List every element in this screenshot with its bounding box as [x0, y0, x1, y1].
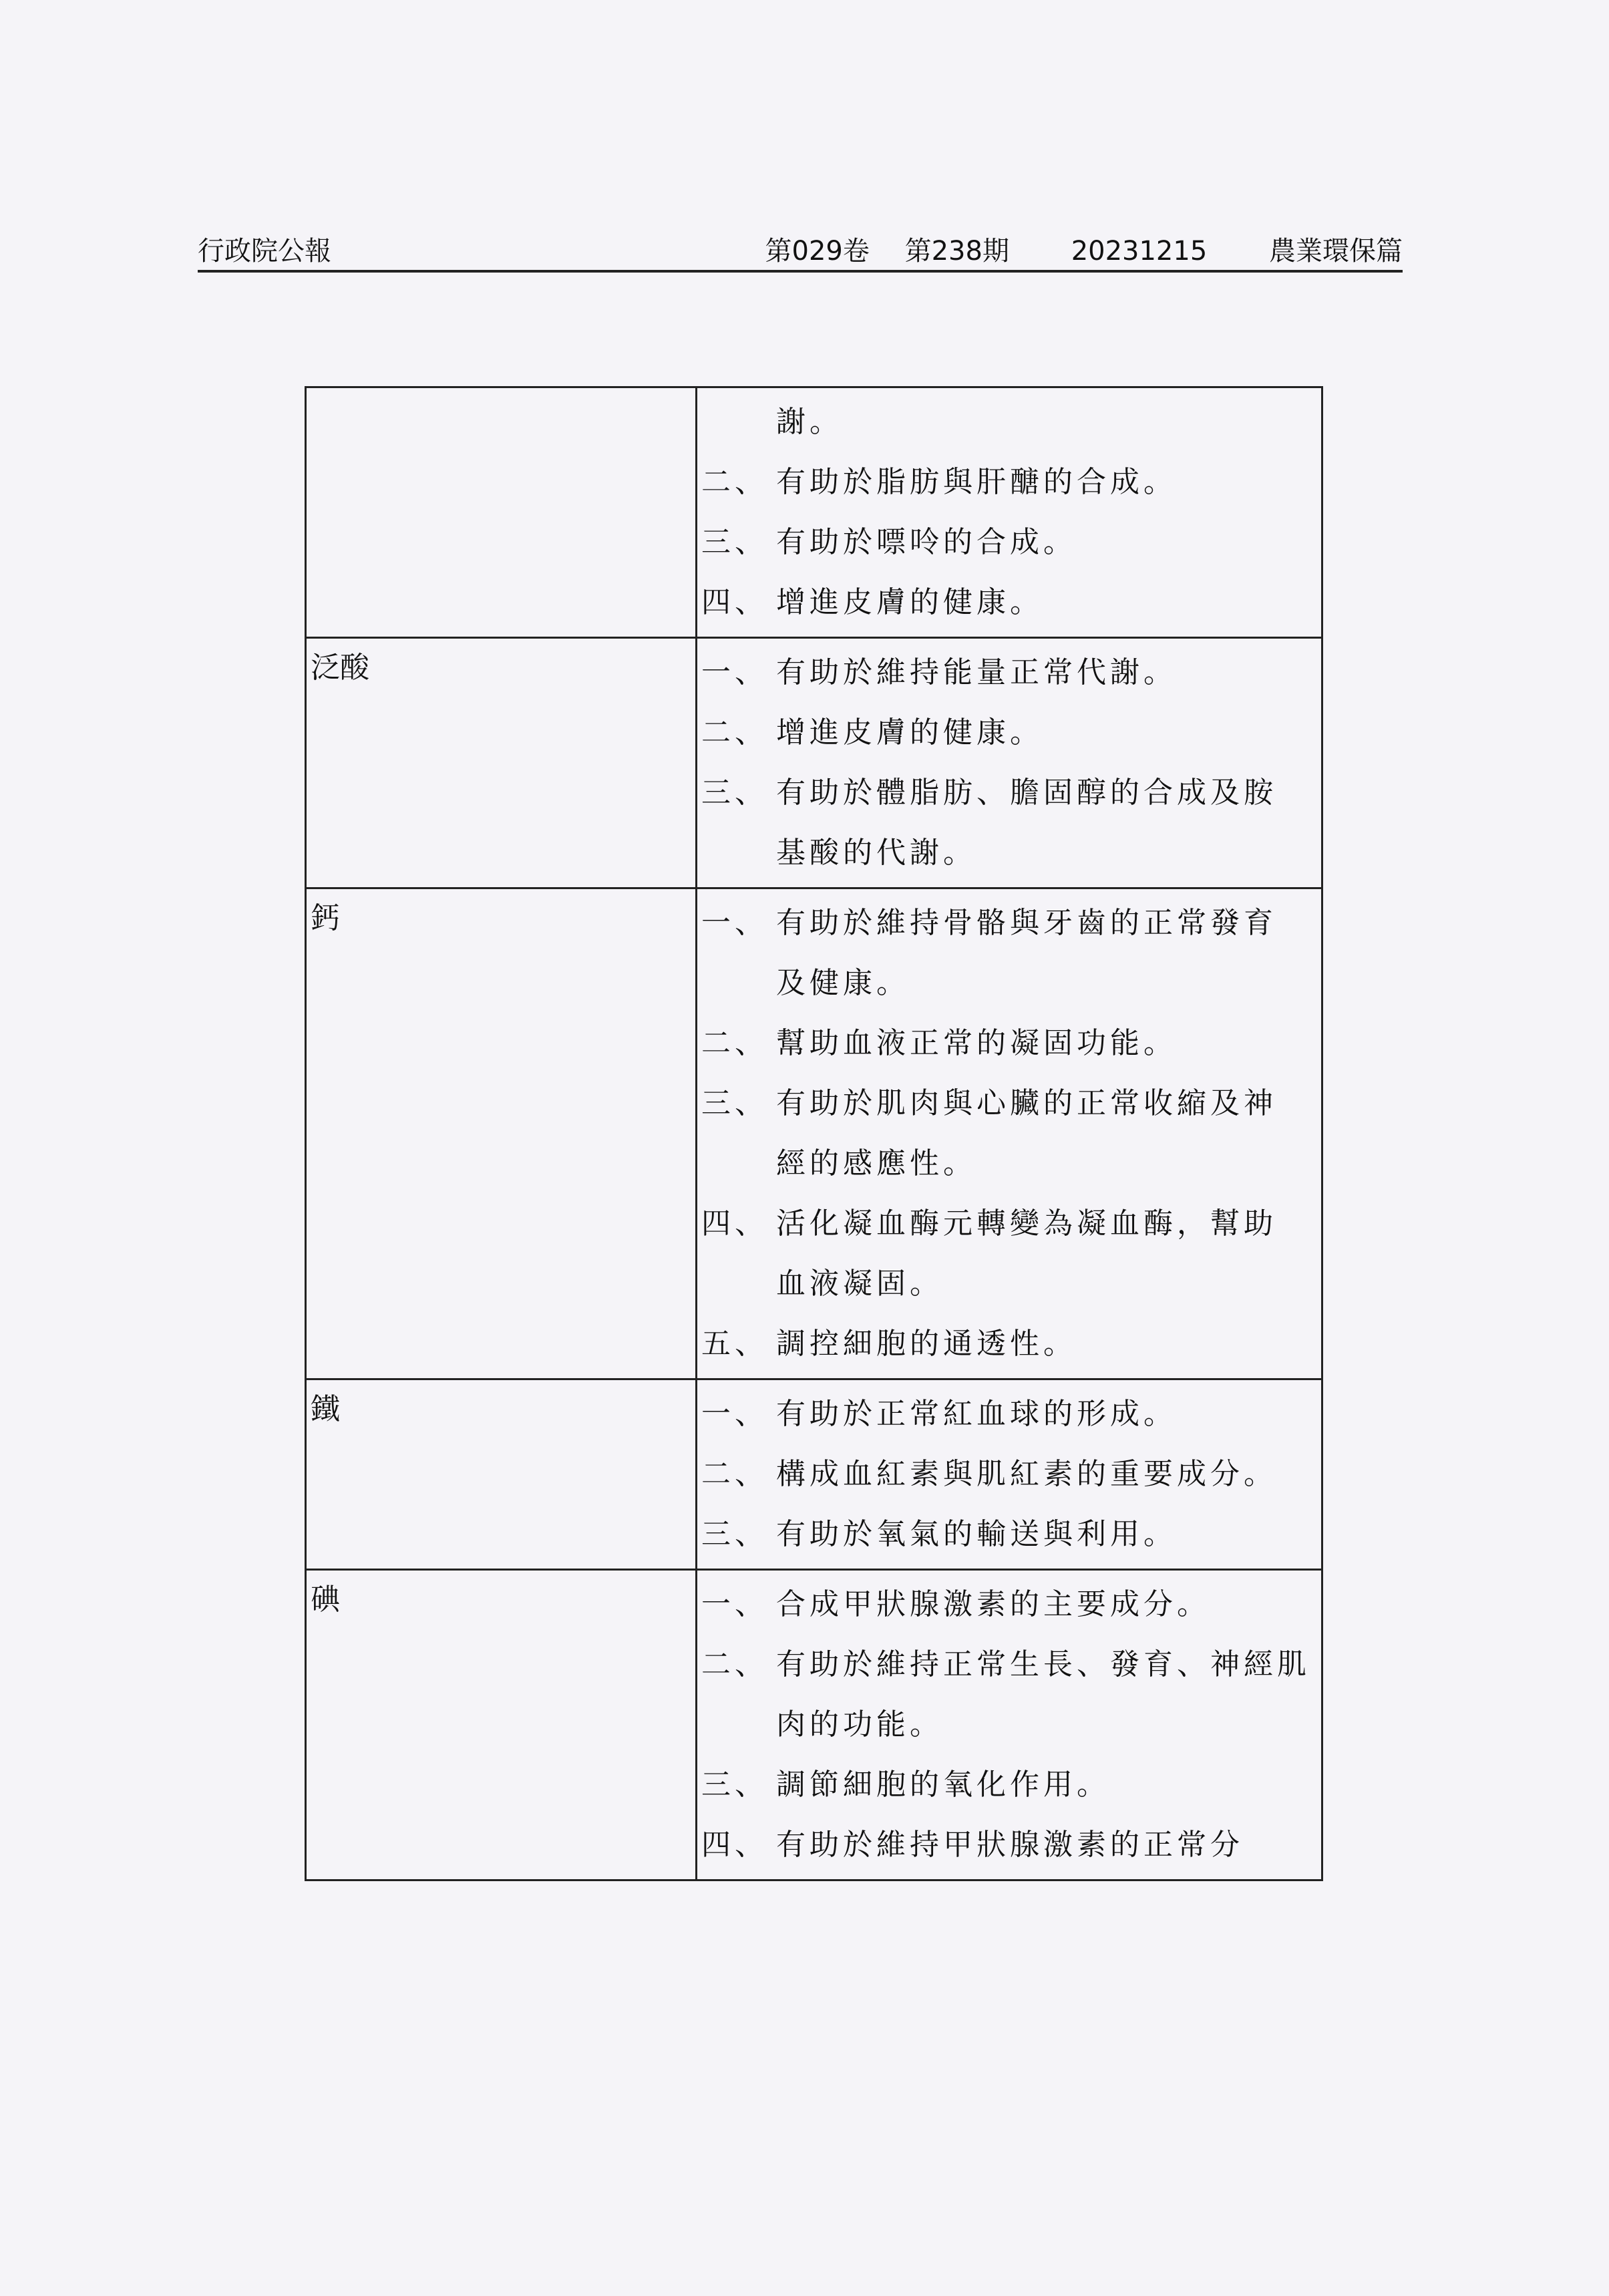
- claim-line: [701, 1013, 1317, 1074]
- claim-line: [701, 953, 1317, 1013]
- claim-number: 三、: [701, 1086, 768, 1120]
- claim-number: 四、: [701, 1828, 768, 1862]
- claim-number: 四、: [701, 1206, 768, 1241]
- claim-text: 及健康。: [776, 966, 910, 1000]
- claim-text: 有助於脂肪與肝醣的合成。: [776, 465, 1177, 499]
- claim-number: 二、: [701, 1647, 768, 1681]
- claim-text: 肉的功能。: [776, 1707, 943, 1742]
- table-row: [306, 888, 1322, 1379]
- claim-line: [701, 1755, 1317, 1815]
- claim-number: 一、: [701, 655, 768, 689]
- claim-line: [701, 512, 1317, 572]
- table-row: [306, 1379, 1322, 1570]
- claim-line: [701, 572, 1317, 633]
- claim-line: [701, 1504, 1317, 1565]
- nutrient-name-cell: [306, 387, 697, 638]
- issue-info: [765, 232, 1403, 270]
- claim-number: 一、: [701, 906, 768, 940]
- claim-number: 三、: [701, 1517, 768, 1551]
- nutrient-name-cell: 鐵: [306, 1379, 697, 1570]
- claim-text: 調節細胞的氧化作用。: [776, 1768, 1110, 1802]
- table-row: [306, 387, 1322, 638]
- claim-number: 三、: [701, 776, 768, 810]
- claim-text: 有助於體脂肪、膽固醇的合成及胺: [776, 776, 1277, 810]
- claim-line: [701, 1575, 1317, 1635]
- claims-cell: [697, 387, 1322, 638]
- claim-number: 二、: [701, 1457, 768, 1491]
- page-header: [198, 232, 1403, 273]
- table-row: [306, 638, 1322, 888]
- claim-line: [701, 1074, 1317, 1134]
- gazette-title: 行政院公報: [198, 236, 331, 267]
- claim-line: [701, 703, 1317, 763]
- claim-text: 有助於維持骨骼與牙齒的正常發育: [776, 906, 1277, 940]
- claim-text: 活化凝血酶元轉變為凝血酶，幫助: [776, 1206, 1277, 1241]
- claim-line: [701, 1444, 1317, 1504]
- nutrient-name-cell: 鈣: [306, 888, 697, 1379]
- claim-number: 二、: [701, 465, 768, 499]
- claim-text: 謝。: [776, 405, 843, 439]
- claims-cell: [697, 888, 1322, 1379]
- nutrient-claims-table: [305, 386, 1323, 1881]
- claim-text: 有助於維持甲狀腺激素的正常分: [776, 1828, 1244, 1862]
- claim-line: [701, 643, 1317, 703]
- claim-text: 構成血紅素與肌紅素的重要成分。: [776, 1457, 1277, 1491]
- volume-label: 第029卷: [765, 236, 870, 267]
- claim-text: 幫助血液正常的凝固功能。: [776, 1026, 1177, 1060]
- claim-line: [701, 1695, 1317, 1755]
- claim-line: [701, 1384, 1317, 1444]
- claim-line: [701, 392, 1317, 452]
- claim-text: 調控細胞的通透性。: [776, 1327, 1077, 1361]
- date-label: 20231215: [1071, 236, 1208, 267]
- claim-number: 三、: [701, 525, 768, 559]
- claim-text: 有助於維持能量正常代謝。: [776, 655, 1177, 689]
- claim-text: 合成甲狀腺激素的主要成分。: [776, 1587, 1210, 1621]
- claim-number: 一、: [701, 1587, 768, 1621]
- claim-line: [701, 1134, 1317, 1194]
- claim-text: 有助於氧氣的輸送與利用。: [776, 1517, 1177, 1551]
- section-label: 農業環保篇: [1269, 236, 1403, 267]
- claim-text: 增進皮膚的健康。: [776, 715, 1043, 750]
- claim-line: [701, 452, 1317, 512]
- claims-cell: [697, 1379, 1322, 1570]
- claim-text: 經的感應性。: [776, 1146, 976, 1180]
- nutrient-name-cell: 泛酸: [306, 638, 697, 888]
- claim-number: 二、: [701, 1026, 768, 1060]
- claim-number: 一、: [701, 1397, 768, 1431]
- claim-text: 基酸的代謝。: [776, 836, 976, 870]
- claim-text: 血液凝固。: [776, 1267, 943, 1301]
- claim-text: 有助於嘌呤的合成。: [776, 525, 1077, 559]
- claim-line: [701, 893, 1317, 953]
- claim-text: 有助於正常紅血球的形成。: [776, 1397, 1177, 1431]
- claim-number: 二、: [701, 715, 768, 750]
- nutrient-name-cell: 碘: [306, 1570, 697, 1880]
- claim-line: [701, 1194, 1317, 1254]
- claim-text: 增進皮膚的健康。: [776, 585, 1043, 619]
- claim-number: 四、: [701, 585, 768, 619]
- claim-line: [701, 763, 1317, 823]
- claim-text: 有助於維持正常生長、發育、神經肌: [776, 1647, 1310, 1681]
- claim-line: [701, 823, 1317, 883]
- issue-label: 第238期: [904, 236, 1009, 267]
- claims-cell: [697, 638, 1322, 888]
- claims-cell: [697, 1570, 1322, 1880]
- claim-line: [701, 1635, 1317, 1695]
- table-row: [306, 1570, 1322, 1880]
- claim-number: 五、: [701, 1327, 768, 1361]
- claim-line: [701, 1314, 1317, 1374]
- claim-number: 三、: [701, 1768, 768, 1802]
- claim-text: 有助於肌肉與心臟的正常收縮及神: [776, 1086, 1277, 1120]
- claim-line: [701, 1254, 1317, 1314]
- claim-line: [701, 1815, 1317, 1875]
